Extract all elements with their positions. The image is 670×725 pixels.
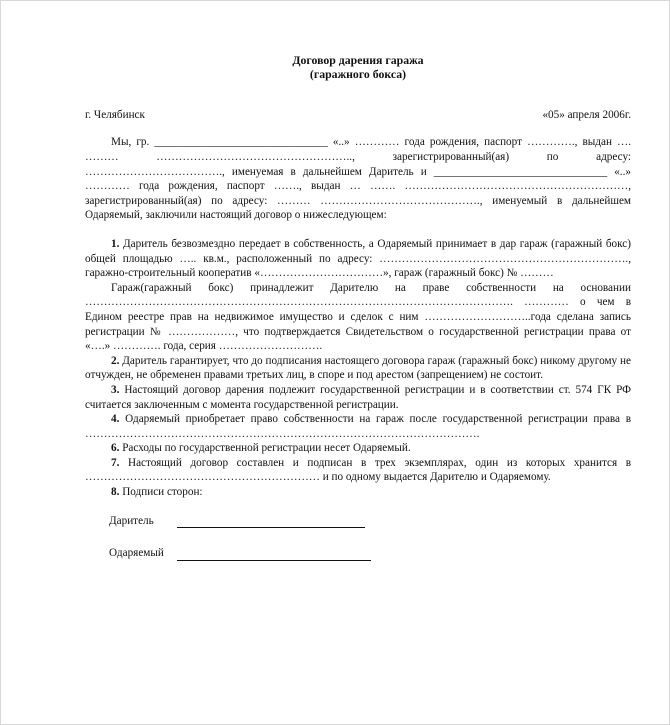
clause-4-number: 4. xyxy=(111,413,120,426)
recipient-label: Одаряемый xyxy=(109,547,164,560)
clause-1-text: Даритель безвозмездно передает в собственность, а Одаряемый принимает в дар гараж (гаражный бокс) общей площадью ….. кв.м., расположенный по адресу: …………………………………………………………., гаражно-строительный кооператив «……………………………», гараж (гаражный бокс) № ……… xyxy=(85,237,631,280)
signature-row-donor xyxy=(109,514,631,529)
contract-body xyxy=(85,53,631,561)
clause-4-text: Одаряемый приобретает право собственности на гараж после государственной регистрации права в ……………………………………………………………………………………………. xyxy=(85,413,631,440)
donor-signature-line xyxy=(177,515,365,528)
recipient-signature-line xyxy=(177,548,371,561)
contract-date: «05» апреля 2006г. xyxy=(542,108,631,121)
preamble: Мы, гр. _______________________________ «..» ………… года рождения, паспорт …………., выдан …. ……… …………………………………………….., зарегистрированный(ая) по адресу: ………………………………., именуемая в дальнейшем Даритель и _______________________________ «..» ………… года рождения, паспорт ……., выдан … ……. ……………………………………………………, зарегистрированный(ая) по адресу: ……… ……………………………………., именуемый в дальнейшем Одаряемый, заключили настоящий договор о нижеследующем: xyxy=(85,136,631,222)
clause-1-number: 1. xyxy=(111,237,120,250)
clause-7 xyxy=(85,456,631,485)
signature-row-recipient xyxy=(109,546,631,561)
clause-1b: Гараж(гаражный бокс) принадлежит Дарителю на праве собственности на основании ……………………………………………………………………………………………………. ………… о чем в Едином реестре прав на недвижимое имущество и сделок с ним ………………………..года сделана запись регистрации № ………………, что подтверждается Свидетельством о государственной регистрации права от «….» …………. года, серия ………………………. xyxy=(85,281,631,353)
clause-6-number: 6. xyxy=(111,442,120,455)
clause-8 xyxy=(85,485,631,500)
place-date-line xyxy=(85,108,631,123)
clause-6-text: Расходы по государственной регистрации несет Одаряемый. xyxy=(119,442,411,455)
clause-8-text: Подписи сторон: xyxy=(119,486,203,499)
clause-7-text: Настоящий договор составлен и подписан в трех экземплярах, один из которых хранится в ……………………………………………………… и по одному выдается Дарителю и Одаряемому. xyxy=(85,456,631,484)
clause-2-text: Даритель гарантирует, что до подписания настоящего договора гараж (гаражный бокс) никому другому не отчужден, не обременен правами третьих лиц, в споре и под арестом (запрещением) не состоит. xyxy=(85,354,631,382)
title-line-1: Договор дарения гаража xyxy=(292,53,424,67)
title-line-2: (гаражного бокса) xyxy=(309,67,407,82)
clause-2 xyxy=(85,354,631,383)
document-title xyxy=(85,53,631,82)
clause-3 xyxy=(85,383,631,412)
signatures-block xyxy=(85,514,631,561)
clause-3-text: Настоящий договор дарения подлежит государственной регистрации и в соответствии ст. 574 ГК РФ считается заключенным с момента государственной регистрации. xyxy=(85,383,631,411)
clause-4 xyxy=(85,412,631,441)
clause-8-number: 8. xyxy=(111,486,120,499)
clause-1 xyxy=(85,237,631,281)
donor-label: Даритель xyxy=(109,514,154,527)
city: г. Челябинск xyxy=(85,108,145,121)
clause-2-number: 2. xyxy=(111,354,120,367)
clause-6 xyxy=(85,441,631,456)
clause-7-number: 7. xyxy=(111,456,120,469)
clause-3-number: 3. xyxy=(111,383,120,396)
